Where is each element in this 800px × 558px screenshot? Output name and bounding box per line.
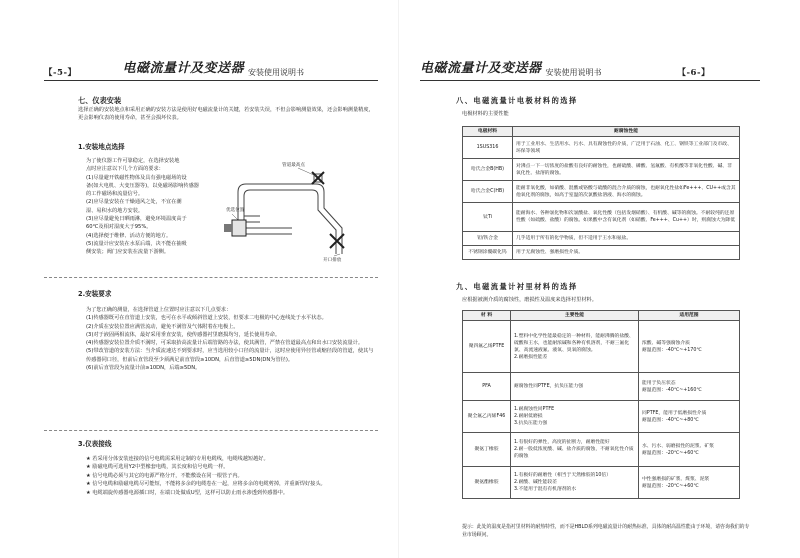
table-header-row	[463, 127, 740, 137]
table-cell: 用于无腐蚀性、强磨损性介质。	[513, 246, 740, 260]
table-cell: PFA	[463, 373, 511, 401]
s1-line: 60℃及相对湿度大于95%。	[86, 224, 152, 231]
table-header-cell: 主要性能	[511, 311, 639, 321]
table-cell: 浓酸、碱等强腐蚀介质 耐温范围：-40℃~+170℃	[639, 321, 740, 373]
section-8-caption: 电极材料的主要性能	[462, 111, 509, 117]
s2-line: 为了您正确的测量，在选择管道上位置时应注意以下几点要求：	[86, 307, 232, 313]
table-row	[463, 401, 740, 433]
table-row	[463, 433, 740, 467]
table-cell: 哈氏合金B(HB)	[463, 159, 513, 181]
table-cell: 能用于负压状态 耐温范围：-40℃~+160℃	[639, 373, 740, 401]
table-cell: 钛Ti	[463, 203, 513, 232]
s3-line: ★ 若采用分体安装连接的信号电缆需采用定制的专用电缆线，电缆线越短越好。	[86, 456, 269, 462]
divider	[44, 277, 378, 278]
page-number: 【-6-】	[677, 67, 710, 78]
flowmeter-icon	[224, 220, 246, 236]
table-cell: 中性强磨损的矿浆、煤浆、泥浆 耐温范围：-20℃~+60℃	[639, 467, 740, 499]
header-subtitle: 安装使用说明书	[545, 68, 602, 78]
table-row	[463, 467, 740, 499]
table-cell: 哈氏合金C(HB)	[463, 181, 513, 203]
table-cell: 水、污水、弱磨损性的泥浆、矿浆 耐温范围：-20℃~+60℃	[639, 433, 740, 467]
table-cell: 1.有极好的耐磨性（相当于天然橡胶的10倍） 2.耐酸、碱性能较差 3.不能用于混有有机溶剂的水	[511, 467, 639, 499]
table-header-cell: 电极材料	[463, 127, 513, 137]
section-8-title: 八、电磁流量计电极材料的选择	[456, 96, 578, 105]
s1-line: (1)尽量避开铁磁性物体及具有强电磁场的设	[86, 174, 187, 181]
section-7-title: 七、仪表安装	[78, 96, 122, 105]
s1-line: (3)应尽量避免日晒雨淋，避免环境温度高于	[86, 216, 187, 223]
table-cell: 对沸点一下一切浓度的盐酸有良好的耐蚀性，也耐硫酸、磷酸、氢氟酸、有机酸等非氧化性酸、碱、非氧化性、盐溶的腐蚀。	[513, 159, 740, 181]
page-number: 【-5-】	[44, 67, 77, 78]
table-cell: 1.耐腐蚀性同PTFE 2.耐耐低磨损 3.抗负压能力强	[511, 401, 639, 433]
table-cell: 耐腐蚀性同PTFE，抗负压能力强	[511, 373, 639, 401]
header-title: 电磁流量计及变送器	[122, 61, 244, 77]
s2-line: (6)前后直管段为流量计前≥10DN，后端≥5DN。	[86, 365, 201, 372]
table-row	[463, 159, 740, 181]
right-header	[420, 61, 710, 79]
table-row	[463, 137, 740, 159]
valve-top-icon	[312, 172, 324, 184]
page-spine	[398, 0, 399, 558]
table-cell: 1.塑料中化学性能最稳定的一种材料，能耐沸腾的盐酸、硫酸和王水，也能耐浓碱和各种有机溶剂，不耐三氟化氯、高流速液氟、液氧、臭氧的腐蚀。 2.耐磨损性能差	[511, 321, 639, 373]
s3-line: ★ 励磁电缆可选用Y2中型橡套电缆，其长度和信号电缆一样。	[86, 464, 229, 471]
s1-line: 侧安装；阀门应安装在流量下游侧。	[86, 249, 170, 256]
label-pipe-highest: 管道最高点	[282, 163, 305, 168]
table-row	[463, 321, 740, 373]
table-cell: 1.有很好的弹性，高度的扯断力，耐磨性能好 2.耐一般低浓度酸、碱、盐介质的腐蚀，不耐氧化性介质的腐蚀	[511, 433, 639, 467]
header-rule	[420, 80, 760, 81]
table-row	[463, 232, 740, 246]
table-cell: 不锈钢涂覆碳化钨	[463, 246, 513, 260]
lining-table	[462, 310, 740, 499]
left-header	[44, 61, 304, 79]
table-header-cell: 适用范围	[639, 311, 740, 321]
s2-line: (5)带改管道的安装方法：当介质流速达不到要求时，应当选用较小口径的流量计，这时应使用异径管或缩径段的管道，使其与传感器同口径，但前后直管段至少须满足前直管段≥10DN，后直管道≥5DN(DN为管径)。	[86, 348, 374, 363]
footnote: 提示：此处的温度是指衬里材料的耐热特性，而不是HBLD系列电磁流量计的耐热标准，具体的耐高温性能由于环境，请咨询我们的专业市场顾问。	[462, 524, 750, 538]
table-cell: 聚氨酯橡胶	[463, 467, 511, 499]
table-cell: 聚氨丁橡胶	[463, 433, 511, 467]
label-preferred-position: 优选位置	[226, 208, 245, 213]
table-cell: 聚四氟乙烯PTFE	[463, 321, 511, 373]
section-7-intro: 选择正确的安装地点和采用正确的安装方法是使用好电磁流量计的关键，若安装失误，不但会影响测量效果，还会影响测量精度，更会影响仪表的使用寿命，甚至会损坏仪表。	[78, 107, 374, 122]
s1-line: (5)流量计应安装在水泵后端，决不能在抽吸	[86, 240, 187, 247]
s1-line: 备(如大电机、大变压器等)，以免磁场影响传感器	[86, 182, 199, 189]
table-cell: 聚全氟乙丙烯F46	[463, 401, 511, 433]
label-open-drain: 开口排放	[323, 258, 342, 263]
table-header-cell: 耐腐蚀性能	[513, 127, 740, 137]
s1-line: (2)应尽量安装在干燥通风之处，不宜在潮	[86, 199, 182, 206]
table-header-row	[463, 311, 740, 321]
table-cell: 用于工业用水、生活用水、污水、具有腐蚀性的介质，广泛用于石油、化工、钢铁等工业部门及市政、环保等领域	[513, 137, 740, 159]
s3-line: ★ 电缆端旋传感器电源插口时，在端口处做成U型，这样可以防止雨水渗透到传感器中。	[86, 489, 289, 496]
section-2-title: 2.安装要求	[78, 290, 112, 298]
table-cell: 几乎适用于所有的化学物质，但不适用于王水和氨盐。	[513, 232, 740, 246]
header-subtitle: 安装使用说明书	[248, 68, 304, 78]
s3-line: ★ 信号电缆和励磁电缆尽可能短，不能将多余的电缆卷在一起，应将多余的电缆剪掉，并重新焊好接头。	[86, 481, 326, 488]
s1-line: (4)选择便于维修、活动方便的地方。	[86, 232, 172, 239]
right-page	[408, 0, 800, 558]
s1-line: 的工作磁场和流量信号。	[86, 191, 144, 198]
header-title: 电磁流量计及变送器	[420, 61, 542, 77]
header-rule	[44, 80, 378, 81]
section-2-body	[86, 306, 378, 372]
table-row	[463, 181, 740, 203]
section-9-title: 九、电磁流量计衬里材料的选择	[456, 282, 578, 291]
table-cell: 钽/铁合金	[463, 232, 513, 246]
electrode-table	[462, 126, 740, 260]
section-3-body	[86, 455, 378, 497]
table-row	[463, 373, 740, 401]
s2-line: (4)传感器安装位置介质不满时，可采取抬高流量计后端管路的办法，使其满管，严禁在管道最高点和出水口安装流量计。	[86, 340, 364, 347]
table-header-cell: 材 料	[463, 311, 511, 321]
s2-line: (3)对于液固两相流体，最好采用垂直安装，使传感器衬里磨损均匀，延长使用寿命。	[86, 331, 281, 338]
divider	[44, 430, 378, 431]
section-3-title: 3.仪表接线	[78, 440, 112, 448]
s2-line: (2)介质在安装位置应满管流动，避免不满管及气体附着在电极上。	[86, 323, 239, 330]
table-row	[463, 246, 740, 260]
table-row	[463, 203, 740, 232]
table-cell: 能耐海水、各种氯化物和次氯酸盐、氧化性酸（包括发烟硝酸）、有机酸、碱等的腐蚀。不耐较纯的还原性酸（如硫酸、盐酸）的腐蚀。如果酸中含有氧化剂（如硝酸、Fe+++、Cu++）时，则腐蚀大为降低	[513, 203, 740, 232]
s2-line: (1)传感器既可在直管道上安装，也可在水平或倾斜管道上安装，但要求二电极的中心连线处于水平状态。	[86, 315, 327, 322]
s1-line: 湿、易积水的地方安装。	[86, 207, 144, 214]
s3-line: ★ 信号电缆必须与其它的电源严格分开，不能敷设在同一根管子内。	[86, 472, 243, 479]
table-cell: 同PTFE，能用于低磨损性介质 耐温范围：-40℃~+80℃	[639, 401, 740, 433]
section-1-title: 1.安装地点选择	[78, 143, 125, 151]
s1-line: 为了使仪器工作可靠稳定，在选择安装地	[86, 158, 180, 164]
section-9-caption: 应根据被测介质的腐蚀性，磨损性及温度来选择衬里材料。	[462, 297, 597, 303]
table-cell: 能耐非氧化酸，如硝酸、混酸或铬酸与硫酸的混合介质的腐蚀，也耐氧化性盐如Fe+++、CU++或含其他氧化剂的腐蚀，如高于室温的次氯酸盐溶液、海水的腐蚀。	[513, 181, 740, 203]
table-cell: 1SUS316	[463, 137, 513, 159]
s1-line: 点时应注意以下几个方面的要求：	[86, 166, 164, 173]
left-page	[0, 0, 392, 558]
